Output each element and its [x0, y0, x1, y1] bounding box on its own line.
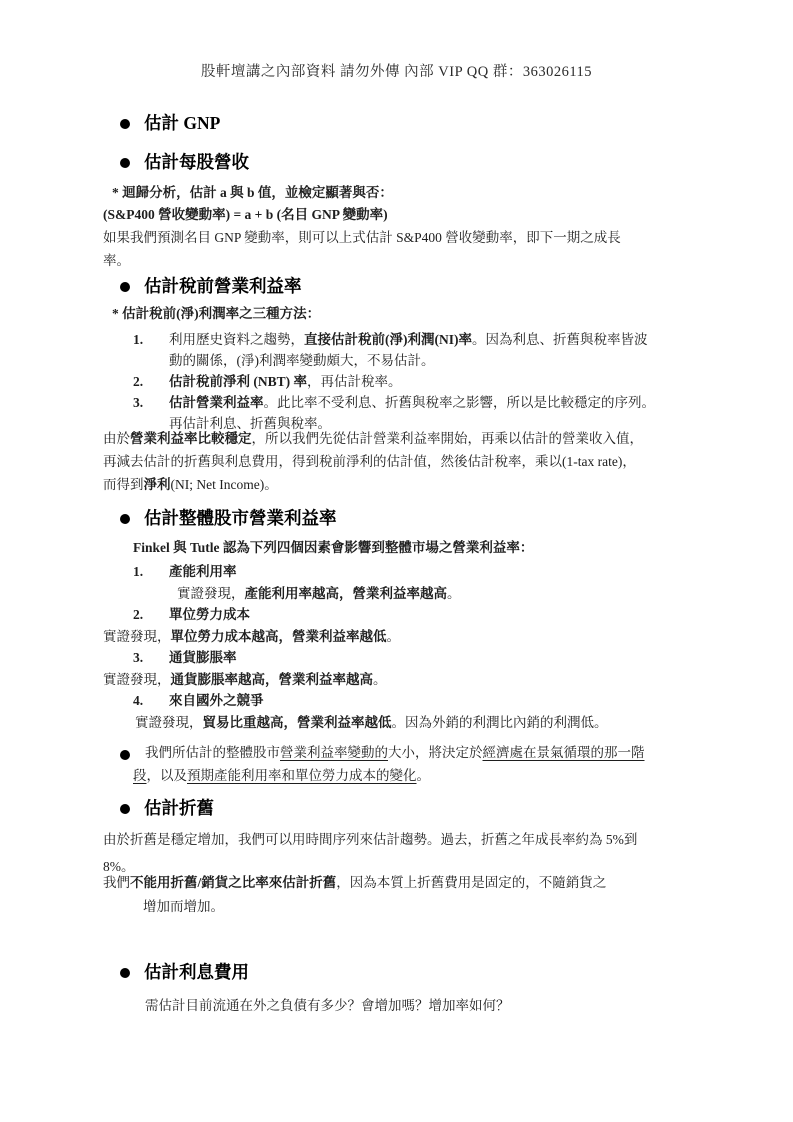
- list-item-text: 利用歷史資料之趨勢，直接估計稅前(淨)利潤(NI)率。因為利息、折舊與稅率皆波 動的關係，(淨)利潤率變動頗大，不易估計。: [169, 332, 648, 368]
- heading-text: 估計稅前營業利益率: [144, 276, 302, 296]
- interest-expense-paragraph: 需估計目前流通在外之負債有多少？會增加嗎？增加率如何？: [145, 998, 510, 1013]
- heading-text: 估計折舊: [144, 798, 214, 818]
- bullet-icon: [120, 514, 130, 524]
- bullet-icon: [120, 119, 130, 129]
- methods-list: [133, 329, 753, 434]
- list-item: [103, 647, 753, 669]
- list-item-number: 3.: [133, 650, 144, 665]
- heading-text: 估計整體股市營業利益率: [144, 508, 337, 528]
- heading-text: 估計利息費用: [144, 962, 249, 982]
- list-item: [133, 371, 753, 392]
- bullet-icon: [120, 968, 130, 978]
- bullet-icon: [120, 750, 130, 760]
- section-heading-depreciation: [120, 795, 214, 820]
- section-heading-revenue-per-share: [120, 149, 249, 174]
- methods-note: * 估計稅前(淨)利潤率之三種方法：: [112, 306, 321, 321]
- heading-text: 估計每股營收: [144, 152, 249, 172]
- factor-evidence: 實證發現，單位勞力成本越高，營業利益率越低。: [103, 628, 400, 644]
- list-item-number: 1.: [133, 564, 144, 579]
- list-item: [103, 690, 753, 712]
- paragraph-line: 我們不能用折舊/銷貨之比率來估計折舊，因為本質上折舊費用是固定的，不隨銷貨之: [103, 875, 607, 890]
- depreciation-ratio-paragraph: [103, 871, 755, 919]
- factor-evidence: 實證發現，貿易比重越高，營業利益率越低。因為外銷的利潤比內銷的利潤低。: [135, 714, 608, 730]
- list-item-number: 4.: [133, 693, 144, 708]
- section-heading-market-operating-margin: [120, 505, 337, 530]
- list-item: [103, 561, 753, 583]
- revenue-paragraph: [103, 226, 751, 272]
- paragraph-line: 我們所估計的整體股市營業利益率變動的大小，將決定於經濟處在景氣循環的那一階: [145, 745, 645, 760]
- list-item-number: 2.: [133, 374, 144, 389]
- watermark-header: 股軒壇講之內部資料 請勿外傳 內部 VIP QQ 群：363026115: [200, 64, 593, 80]
- list-item-number: 1.: [133, 332, 144, 347]
- paragraph-line: 8%。: [103, 859, 135, 874]
- section-heading-gnp: [120, 110, 220, 135]
- factor-name: 產能利用率: [169, 564, 237, 579]
- list-item-text: 估計營業利益率。此比率不受利息、折舊與稅率之影響，所以是比較穩定的序列。 再估計利息、折舊與稅率。: [169, 395, 655, 431]
- section-heading-interest-expense: [120, 959, 249, 984]
- section-heading-pretax-operating-margin: [120, 273, 302, 298]
- conclusion-bullet-paragraph: [120, 741, 748, 787]
- bullet-icon: [120, 282, 130, 292]
- list-item-number: 3.: [133, 395, 144, 410]
- regression-formula: (S&P400 營收變動率) = a + b (名目 GNP 變動率): [103, 207, 388, 222]
- list-item-text: 估計稅前淨利 (NBT) 率，再估計稅率。: [169, 374, 402, 389]
- paragraph-line: 段，以及預期產能利用率和單位勞力成本的變化。: [133, 768, 430, 783]
- list-item-number: 2.: [133, 607, 144, 622]
- factor-name: 來自國外之競爭: [169, 693, 264, 708]
- paragraph-line: 率。: [103, 253, 130, 268]
- operating-margin-paragraph: 由於營業利益率比較穩定，所以我們先從估計營業利益率開始，再乘以估計的營業收入值， 再減去估計的折舊與利息費用，得到稅前淨利的估計值，然後估計稅率，乘以(1-tax rate)， 而得到淨利(NI; Net Income)。: [103, 431, 643, 492]
- factor-name: 通貨膨脹率: [169, 650, 237, 665]
- list-item: [103, 604, 753, 626]
- paragraph-line: 如果我們預測名目 GNP 變動率，則可以上式估計 S&P400 營收變動率，即下一期之成長: [103, 230, 621, 245]
- heading-text: 估計 GNP: [144, 113, 221, 133]
- factor-name: 單位勞力成本: [169, 607, 250, 622]
- paragraph-line: 由於折舊是穩定增加，我們可以用時間序列來估計趨勢。過去，折舊之年成長率約為 5%到: [103, 832, 638, 847]
- factors-list: [103, 561, 753, 733]
- bullet-icon: [120, 804, 130, 814]
- bullet-icon: [120, 158, 130, 168]
- finkel-tutle-intro: Finkel 與 Tutle 認為下列四個因素會影響到整體市場之營業利益率：: [133, 540, 534, 555]
- regression-note: * 迴歸分析，估計 a 與 b 值，並檢定顯著與否：: [112, 185, 393, 200]
- factor-evidence: 實證發現，產能利用率越高，營業利益率越高。: [177, 585, 461, 601]
- factor-evidence: 實證發現，通貨膨脹率越高，營業利益率越高。: [103, 671, 387, 687]
- paragraph-line: 增加而增加。: [143, 899, 224, 914]
- list-item: [133, 329, 753, 371]
